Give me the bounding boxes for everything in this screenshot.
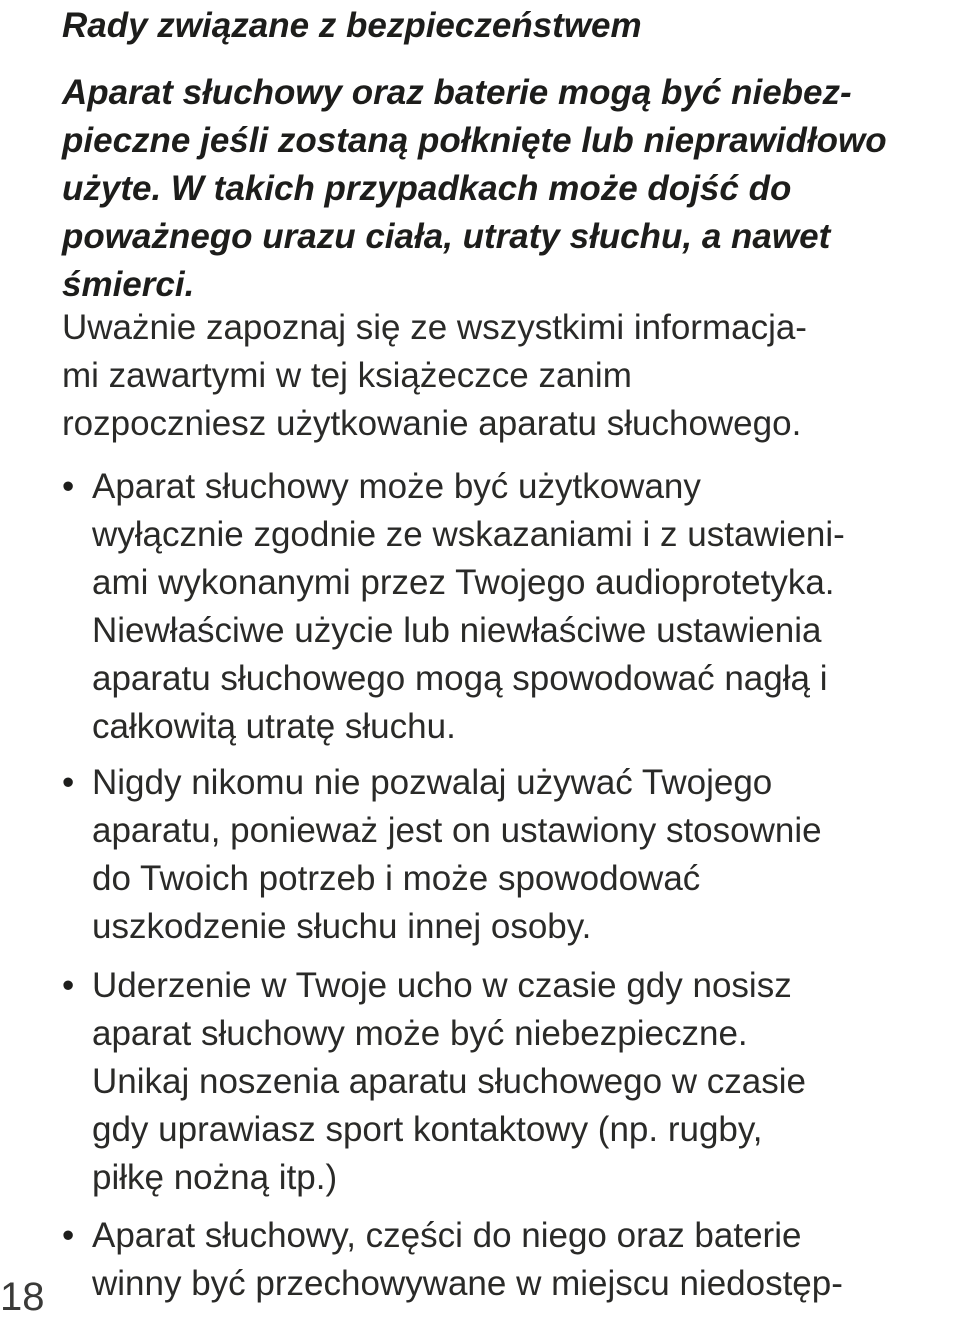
list-item-line: aparat słuchowy może być niebezpieczne. (92, 1014, 748, 1053)
warning-line: poważnego urazu ciała, utraty słuchu, a nawet (62, 217, 831, 256)
list-item-line: uszkodzenie słuchu innej osoby. (92, 907, 592, 946)
list-item-line: Aparat słuchowy, części do niego oraz baterie (92, 1216, 802, 1255)
intro-line: rozpoczniesz użytkowanie aparatu słuchowego. (62, 404, 802, 443)
intro-line: Uważnie zapoznaj się ze wszystkimi informacja- (62, 308, 807, 347)
list-item-line: ami wykonanymi przez Twojego audioprotetyka. (92, 563, 835, 602)
list-item-line: Aparat słuchowy może być użytkowany (92, 467, 701, 506)
list-item-line: Nigdy nikomu nie pozwalaj używać Twojego (92, 763, 773, 802)
list-item-line: Niewłaściwe użycie lub niewłaściwe ustawienia (92, 611, 822, 650)
bullet-icon: • (62, 966, 75, 1005)
intro-line: mi zawartymi w tej książeczce zanim (62, 356, 632, 395)
list-item-line: winny być przechowywane w miejscu niedostęp- (92, 1264, 843, 1303)
warning-line: użyte. W takich przypadkach może dojść do (62, 169, 792, 208)
list-item-line: Uderzenie w Twoje ucho w czasie gdy nosisz (92, 966, 792, 1005)
warning-paragraph (62, 69, 942, 309)
list-item-line: wyłącznie zgodnie ze wskazaniami i z ustawieni- (92, 515, 845, 554)
list-item-line: Unikaj noszenia aparatu słuchowego w czasie (92, 1062, 807, 1101)
list-item-text (92, 759, 952, 951)
list-item-text (92, 1212, 952, 1308)
list-item-line: aparatu, ponieważ jest on ustawiony stosownie (92, 811, 822, 850)
warning-line: śmierci. (62, 265, 195, 304)
section-title: Rady związane z bezpieczeństwem (62, 6, 642, 45)
list-item-line: do Twoich potrzeb i może spowodować (92, 859, 701, 898)
list-item-line: aparatu słuchowego mogą spowodować nagłą i (92, 659, 828, 698)
warning-line: Aparat słuchowy oraz baterie mogą być niebez- (62, 73, 852, 112)
bullet-icon: • (62, 467, 75, 506)
list-item-text (92, 962, 952, 1202)
bullet-icon: • (62, 1216, 75, 1255)
list-item-line: gdy uprawiasz sport kontaktowy (np. rugby, (92, 1110, 763, 1149)
bullet-icon: • (62, 763, 75, 802)
page-number: 18 (0, 1275, 45, 1319)
list-item-line: całkowitą utratę słuchu. (92, 707, 456, 746)
list-item-text (92, 463, 952, 751)
warning-line: pieczne jeśli zostaną połknięte lub nieprawidłowo (62, 121, 887, 160)
list-item-line: piłkę nożną itp.) (92, 1158, 338, 1197)
intro-paragraph (62, 304, 942, 448)
